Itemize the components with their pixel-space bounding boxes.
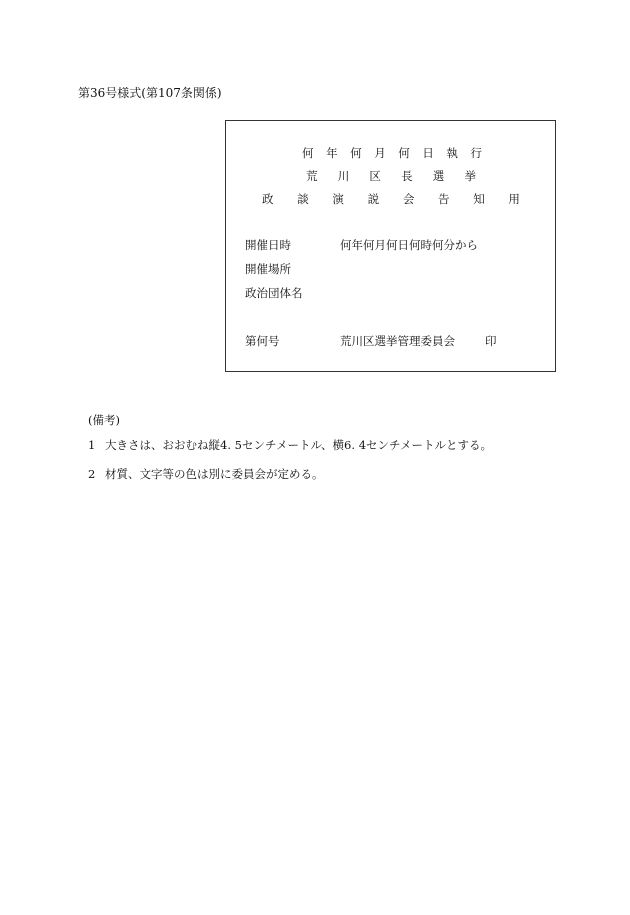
remark-number: 2 xyxy=(88,467,96,481)
date-value: 何年何月何日何時何分から xyxy=(340,238,478,252)
header-char: 用 xyxy=(508,192,520,206)
header-char: 月 xyxy=(374,146,386,160)
header-char: 選 xyxy=(432,169,445,183)
header-char: 区 xyxy=(369,169,381,183)
remark-text: 材質、文字等の色は別に委員会が定める。 xyxy=(105,467,324,481)
header-char: 何 xyxy=(350,146,362,160)
remarks-heading: (備考) xyxy=(88,413,120,427)
place-label: 開催場所 xyxy=(245,262,291,276)
header-char: 荒 xyxy=(306,169,318,183)
header-char: 執 xyxy=(446,146,458,160)
date-label: 開催日時 xyxy=(245,238,291,252)
form-title: 第36号様式(第107条関係) xyxy=(78,86,222,100)
header-char: 演 xyxy=(332,192,344,206)
remark-text: 大きさは、おおむね縦4. 5センチメートル、横6. 4センチメートルとする。 xyxy=(105,438,493,452)
number-label: 第何号 xyxy=(245,334,280,348)
header-char: 川 xyxy=(337,169,350,183)
header-char: 挙 xyxy=(464,169,476,183)
seal-mark: 印 xyxy=(485,334,497,348)
header-char: 政 xyxy=(262,192,274,206)
header-line-3 xyxy=(262,191,520,207)
header-char: 年 xyxy=(326,146,338,160)
place-row xyxy=(245,261,291,277)
header-char: 説 xyxy=(367,192,380,206)
header-char: 会 xyxy=(402,192,415,206)
header-char: 告 xyxy=(438,192,450,206)
remark-item xyxy=(88,437,492,453)
header-char: 知 xyxy=(473,192,485,206)
header-char: 行 xyxy=(470,146,482,160)
header-char: 何 xyxy=(302,146,314,160)
header-char: 談 xyxy=(297,192,309,206)
header-char: 日 xyxy=(422,146,434,160)
header-line-2 xyxy=(306,168,476,184)
date-row xyxy=(245,237,478,253)
remark-item xyxy=(88,466,324,482)
issuer: 荒川区選挙管理委員会 xyxy=(340,334,455,348)
number-row xyxy=(245,333,497,349)
remark-number: 1 xyxy=(88,438,96,452)
header-line-1 xyxy=(302,145,482,161)
header-char: 長 xyxy=(401,169,413,183)
org-row xyxy=(245,285,303,301)
notice-box xyxy=(225,120,556,372)
org-label: 政治団体名 xyxy=(245,286,303,300)
header-char: 何 xyxy=(398,146,410,160)
